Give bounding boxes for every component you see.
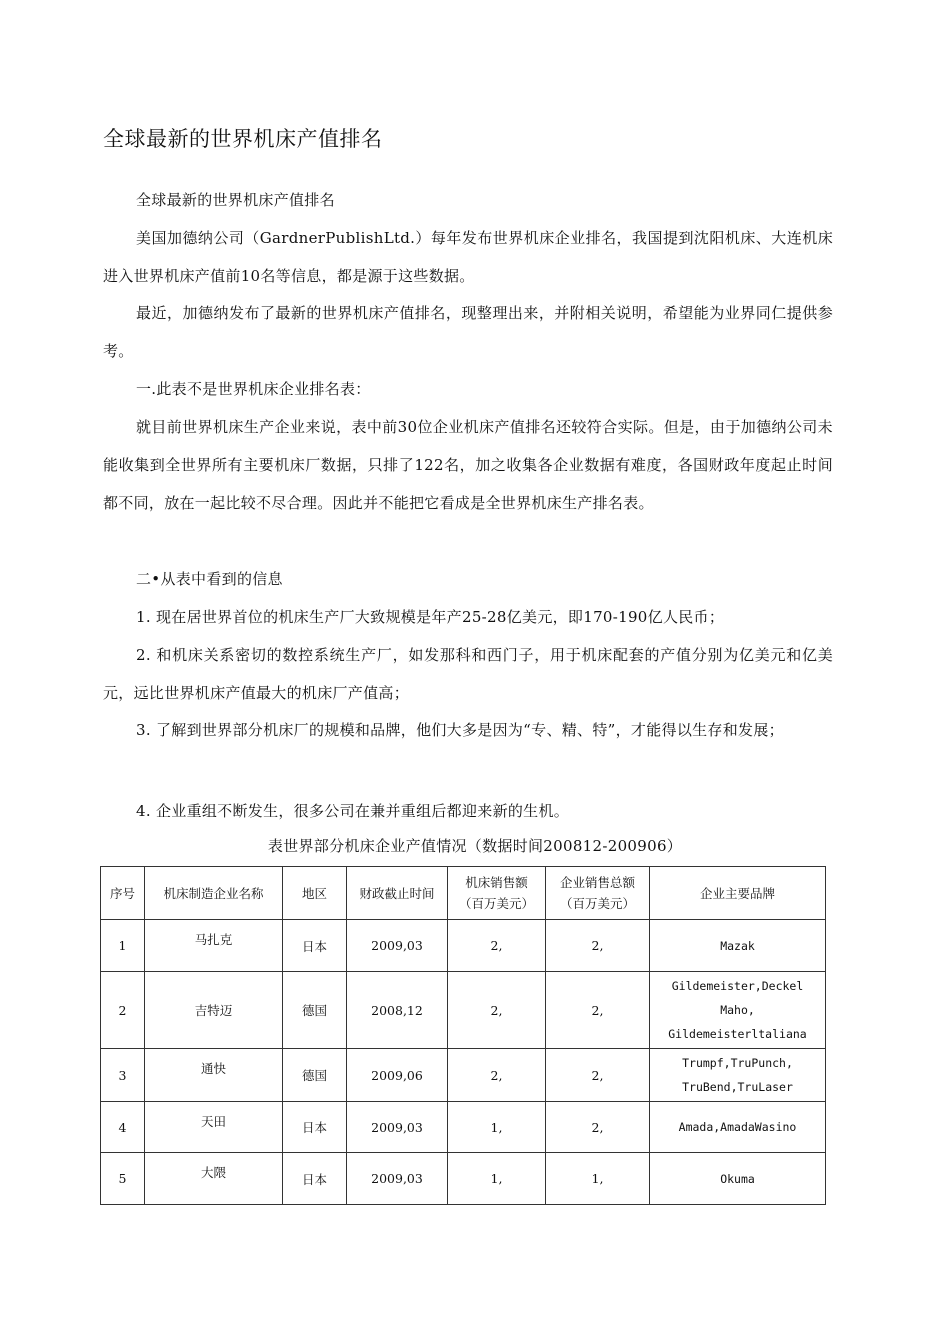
cell-fiscal: 2008,12 xyxy=(347,972,448,1049)
header-region: 地区 xyxy=(283,867,347,920)
header-mt-sales-line1: 机床销售额 xyxy=(465,875,528,890)
header-mt-sales xyxy=(448,867,546,920)
header-company: 机床制造企业名称 xyxy=(145,867,283,920)
header-mt-sales-line2: （百万美元） xyxy=(458,896,534,911)
cell-brands: Amada,AmadaWasino xyxy=(650,1102,826,1153)
table-row xyxy=(101,972,826,1049)
header-seq: 序号 xyxy=(101,867,145,920)
point-3: 3. 了解到世界部分机床厂的规模和品牌，他们大多是因为“专、精、特”，才能得以生存和发展； xyxy=(136,721,784,739)
cell-total-sales: 1, xyxy=(546,1153,650,1205)
cell-company: 通快 xyxy=(145,1049,283,1102)
header-total-sales xyxy=(546,867,650,920)
cell-region: 德国 xyxy=(283,1049,347,1102)
cell-mt-sales: 1, xyxy=(448,1102,546,1153)
cell-mt-sales: 1, xyxy=(448,1153,546,1205)
cell-company: 马扎克 xyxy=(145,920,283,972)
table-row xyxy=(101,1049,826,1102)
point-4: 4. 企业重组不断发生，很多公司在兼并重组后都迎来新的生机。 xyxy=(136,802,570,820)
section-one-body: 就目前世界机床生产企业来说，表中前30位企业机床产值排名还较符合实际。但是，由于加德纳公司未能收集到全世界所有主要机床厂数据，只排了122名，加之收集各企业数据有难度，各国财政年度起止时间都不同，放在一起比较不尽合理。因此并不能把它看成是全世界机床生产排名表。 xyxy=(103,418,833,512)
header-total-sales-line2: （百万美元） xyxy=(559,896,635,911)
cell-mt-sales: 2, xyxy=(448,972,546,1049)
table-row xyxy=(101,920,826,972)
table-header-row xyxy=(101,867,826,920)
header-total-sales-line1: 企业销售总额 xyxy=(559,875,635,890)
cell-company: 大隈 xyxy=(145,1153,283,1205)
cell-company: 吉特迈 xyxy=(145,972,283,1049)
cell-fiscal: 2009,06 xyxy=(347,1049,448,1102)
cell-brands: Trumpf,TruPunch, TruBend,TruLaser xyxy=(650,1049,826,1102)
table-row xyxy=(101,1153,826,1205)
table-row xyxy=(101,1102,826,1153)
point-1: 1. 现在居世界首位的机床生产厂大致规模是年产25-28亿美元，即170-190亿人民币； xyxy=(136,608,725,626)
intro-paragraph: 美国加德纳公司（GardnerPublishLtd.）每年发布世界机床企业排名，我国提到沈阳机床、大连机床进入世界机床产值前10名等信息，都是源于这些数据。 xyxy=(103,229,833,285)
cell-mt-sales: 2, xyxy=(448,920,546,972)
cell-brands: Mazak xyxy=(650,920,826,972)
table-caption: 表世界部分机床企业产值情况（数据时间200812-200906） xyxy=(267,837,683,855)
point-2: 2. 和机床关系密切的数控系统生产厂，如发那科和西门子，用于机床配套的产值分别为亿美元和亿美元，远比世界机床产值最大的机床厂产值高； xyxy=(103,646,833,702)
cell-region: 日本 xyxy=(283,920,347,972)
cell-seq: 2 xyxy=(101,972,145,1049)
cell-fiscal: 2009,03 xyxy=(347,1153,448,1205)
cell-fiscal: 2009,03 xyxy=(347,920,448,972)
cell-region: 日本 xyxy=(283,1153,347,1205)
cell-brands: Gildemeister,Deckel Maho, Gildemeisterltaliana xyxy=(650,972,826,1049)
cell-fiscal: 2009,03 xyxy=(347,1102,448,1153)
section-two-heading: 二•从表中看到的信息 xyxy=(136,570,283,588)
header-fiscal: 财政截止时间 xyxy=(347,867,448,920)
cell-seq: 4 xyxy=(101,1102,145,1153)
subtitle-paragraph: 全球最新的世界机床产值排名 xyxy=(136,191,335,209)
cell-total-sales: 2, xyxy=(546,920,650,972)
cell-region: 德国 xyxy=(283,972,347,1049)
cell-brands: Okuma xyxy=(650,1153,826,1205)
header-brands: 企业主要品牌 xyxy=(650,867,826,920)
cell-seq: 3 xyxy=(101,1049,145,1102)
cell-region: 日本 xyxy=(283,1102,347,1153)
cell-total-sales: 2, xyxy=(546,972,650,1049)
cell-seq: 1 xyxy=(101,920,145,972)
machine-tool-table xyxy=(100,866,826,1205)
section-one-heading: 一.此表不是世界机床企业排名表： xyxy=(136,380,371,398)
cell-total-sales: 2, xyxy=(546,1049,650,1102)
cell-mt-sales: 2, xyxy=(448,1049,546,1102)
cell-company: 天田 xyxy=(145,1102,283,1153)
recent-paragraph: 最近，加德纳发布了最新的世界机床产值排名，现整理出来，并附相关说明，希望能为业界同仁提供参考。 xyxy=(103,304,833,360)
document-title: 全球最新的世界机床产值排名 xyxy=(103,127,383,151)
cell-total-sales: 2, xyxy=(546,1102,650,1153)
cell-seq: 5 xyxy=(101,1153,145,1205)
